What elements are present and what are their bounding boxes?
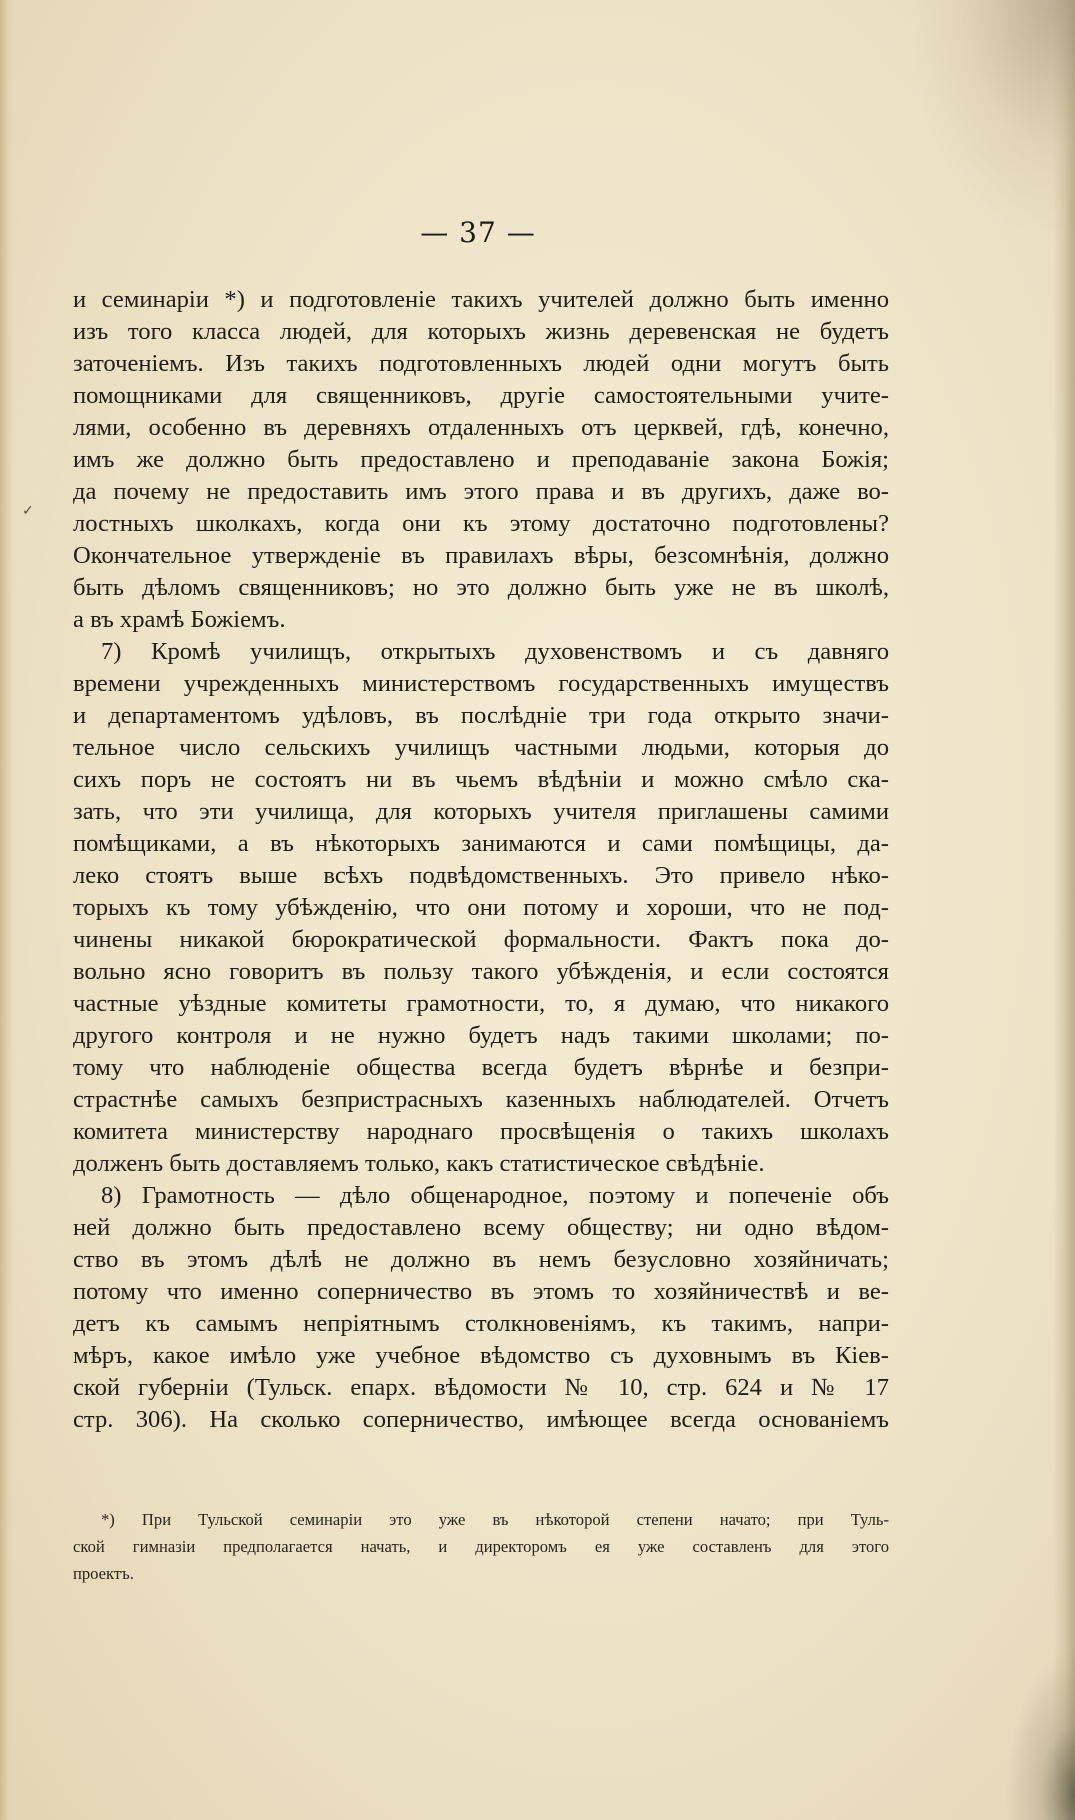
footnote-line: проектъ. bbox=[73, 1564, 134, 1583]
page-right-edge-shadow bbox=[1053, 0, 1075, 1820]
text-line: тельное число сельскихъ училищъ частными людьми, которыя до bbox=[73, 734, 889, 761]
paper-stain-top-right bbox=[915, 0, 1075, 230]
body-text bbox=[73, 284, 889, 1436]
margin-pencil-mark: ✓ bbox=[22, 503, 34, 519]
text-line: долженъ быть доставляемъ только, какъ статистическое свѣдѣніе. bbox=[73, 1150, 765, 1177]
text-line: лостныхъ школкахъ, когда они къ этому достаточно подготовлены? bbox=[73, 510, 889, 537]
text-line: лями, особенно въ деревняхъ отдаленныхъ отъ церквей, гдѣ, конечно, bbox=[73, 414, 889, 441]
text-line: заточеніемъ. Изъ такихъ подготовленныхъ людей одни могутъ быть bbox=[73, 350, 889, 377]
text-line: ство въ этомъ дѣлѣ не должно въ немъ безусловно хозяйничать; bbox=[73, 1246, 889, 1273]
text-line: ней должно быть предоставлено всему обществу; ни одно вѣдом- bbox=[73, 1214, 889, 1241]
text-line: изъ того класса людей, для которыхъ жизнь деревенская не будетъ bbox=[73, 318, 889, 345]
text-line: времени учрежденныхъ министерствомъ государственныхъ имуществъ bbox=[73, 670, 889, 697]
text-line: помощниками для священниковъ, другіе самостоятельными учите- bbox=[73, 382, 889, 409]
text-line: стр. 306). На сколько соперничество, имѣющее всегда основаніемъ bbox=[73, 1406, 889, 1433]
page-number: — 37 — bbox=[420, 216, 536, 249]
text-line: сихъ поръ не состоятъ ни въ чьемъ вѣдѣніи и можно смѣло ска- bbox=[73, 766, 889, 793]
text-line: мѣръ, какое имѣло уже учебное вѣдомство съ духовнымъ въ Кіев- bbox=[73, 1342, 889, 1369]
text-line: быть дѣломъ священниковъ; но это должно быть уже не въ школѣ, bbox=[73, 574, 889, 601]
text-line: детъ къ самымъ непріятнымъ столкновеніямъ, къ такимъ, напри- bbox=[73, 1310, 889, 1337]
text-line: тому что наблюденіе общества всегда будетъ вѣрнѣе и безпри- bbox=[73, 1054, 889, 1081]
footnote-line: ской гимназіи предполагается начать, и директоромъ ея уже составленъ для этого bbox=[73, 1537, 889, 1556]
paragraph-start-line: 7) Кромѣ училищъ, открытыхъ духовенствомъ и съ давняго bbox=[101, 638, 889, 665]
text-line: вольно ясно говоритъ въ пользу такого убѣжденія, и если состоятся bbox=[73, 958, 889, 985]
text-line: чинены никакой бюрократической формальности. Фактъ пока до- bbox=[73, 926, 889, 953]
text-line: комитета министерству народнаго просвѣщенія о такихъ школахъ bbox=[73, 1118, 889, 1145]
text-line: Окончательное утвержденіе въ правилахъ вѣры, безсомнѣнія, должно bbox=[73, 542, 889, 569]
text-line: и департаментомъ удѣловъ, въ послѣдніе три года открыто значи- bbox=[73, 702, 889, 729]
text-line: да почему не предоставить имъ этого права и въ другихъ, даже во- bbox=[73, 478, 889, 505]
text-line: а въ храмѣ Божіемъ. bbox=[73, 606, 286, 633]
text-line: частные уѣздные комитеты грамотности, то, я думаю, что никакого bbox=[73, 990, 889, 1017]
paragraph-start-line: 8) Грамотность — дѣло общенародное, поэтому и попеченіе объ bbox=[101, 1182, 889, 1209]
text-line: помѣщиками, а въ нѣкоторыхъ занимаются и сами помѣщицы, да- bbox=[73, 830, 889, 857]
page-left-edge-shadow bbox=[0, 0, 14, 1820]
text-line: имъ же должно быть предоставлено и преподаваніе закона Божія; bbox=[73, 446, 889, 473]
text-line: потому что именно соперничество въ этомъ то хозяйничествѣ и ве- bbox=[73, 1278, 889, 1305]
text-line: и семинаріи *) и подготовленіе такихъ учителей должно быть именно bbox=[73, 286, 889, 313]
paper-stain-bottom-right bbox=[1005, 1650, 1075, 1820]
text-line: страстнѣе самыхъ безпристрасныхъ казенныхъ наблюдателей. Отчетъ bbox=[73, 1086, 889, 1113]
footnote-line: *) При Тульской семинаріи это уже въ нѣкоторой степени начато; при Туль- bbox=[101, 1510, 889, 1529]
text-line: леко стоятъ выше всѣхъ подвѣдомственныхъ. Это привело нѣко- bbox=[73, 862, 889, 889]
text-line: зать, что эти училища, для которыхъ учителя приглашены самими bbox=[73, 798, 889, 825]
footnote bbox=[73, 1506, 889, 1587]
text-line: другого контроля и не нужно будетъ надъ такими школами; по- bbox=[73, 1022, 889, 1049]
text-line: торыхъ къ тому убѣжденію, что они потому и хороши, что не под- bbox=[73, 894, 889, 921]
text-line: ской губерніи (Тульск. епарх. вѣдомости № 10, стр. 624 и № 17 bbox=[73, 1374, 889, 1401]
